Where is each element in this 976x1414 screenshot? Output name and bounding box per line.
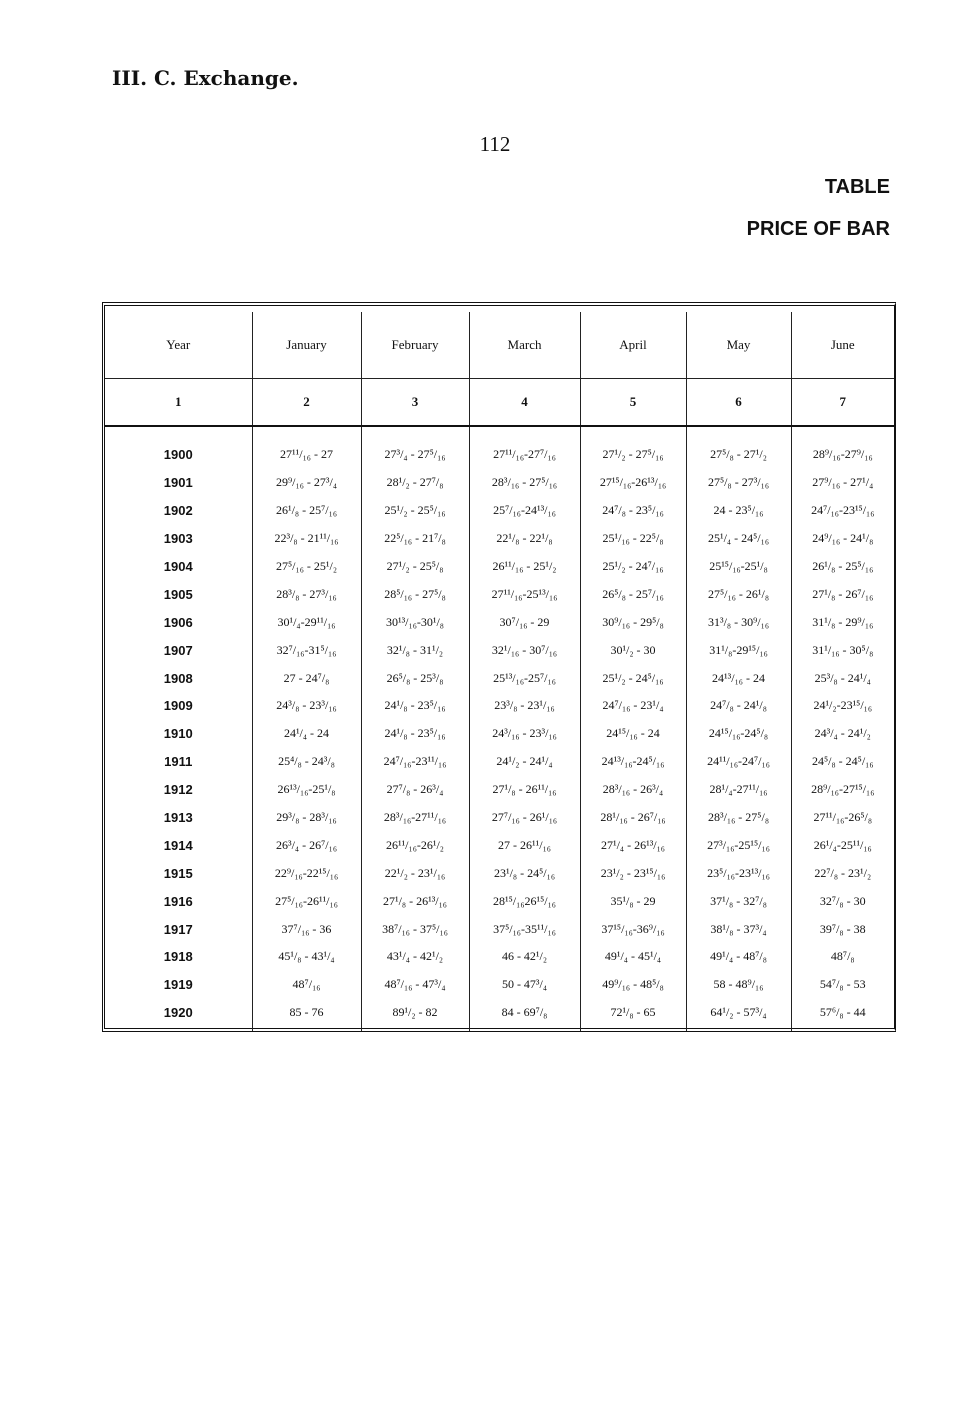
price-cell: 32⁷/₁₆-31⁵/₁₆ — [252, 636, 361, 664]
price-cell: 26⁵/₈ - 25³/₈ — [361, 664, 469, 692]
table-row — [105, 831, 894, 859]
year-cell: 1917 — [163, 921, 193, 937]
table-row — [105, 441, 894, 469]
price-cell: 31³/₈ - 30⁹/₁₆ — [686, 608, 791, 636]
table-row — [105, 664, 894, 692]
header-row — [105, 312, 894, 379]
table-subheading: PRICE OF BAR — [746, 218, 890, 240]
price-cell: 27⁷/₁₆ - 26¹/₁₆ — [469, 804, 580, 832]
price-cell: 25⁴/₈ - 24³/₈ — [252, 748, 361, 776]
year-cell: 1907 — [163, 642, 193, 658]
column-header: January — [252, 312, 361, 379]
price-cell: 23¹/₂ - 23¹⁵/₁₆ — [580, 859, 686, 887]
column-number: 1 — [105, 379, 252, 427]
table-row — [105, 692, 894, 720]
price-cell: 31¹/₁₆ - 30⁵/₈ — [791, 636, 894, 664]
price-cell: 24¹/₂-23¹⁵/₁₆ — [791, 692, 894, 720]
price-cell: 32¹/₈ - 31¹/₂ — [361, 636, 469, 664]
price-cell: 26¹¹/₁₆ - 25¹/₂ — [469, 553, 580, 581]
price-cell: 23⁵/₁₆-23¹³/₁₆ — [686, 859, 791, 887]
column-number: 2 — [252, 379, 361, 427]
price-cell: 49⁹/₁₆ - 48⁵/₈ — [580, 971, 686, 999]
price-cell: 30¹³/₁₆-30¹/₈ — [361, 608, 469, 636]
price-cell: 46 - 42¹/₂ — [469, 943, 580, 971]
price-cell: 48⁷/₁₆ — [252, 971, 361, 999]
table-row — [105, 859, 894, 887]
year-cell: 1901 — [163, 475, 193, 491]
table-row — [105, 497, 894, 525]
price-cell: 24¹³/₁₆ - 24 — [686, 664, 791, 692]
price-cell: 24³/₁₆ - 23³/₁₆ — [469, 720, 580, 748]
table-row — [105, 720, 894, 748]
price-cell: 37⁵/₁₆-35¹¹/₁₆ — [469, 915, 580, 943]
price-cell: 27⁹/₁₆ - 27¹/₄ — [791, 469, 894, 497]
column-header: March — [469, 312, 580, 379]
price-cell: 22⁹/₁₆-22¹⁵/₁₆ — [252, 859, 361, 887]
spacer-cell — [469, 426, 580, 441]
price-cell: 28¹/₁₆ - 26⁷/₁₆ — [580, 804, 686, 832]
price-cell: 27¹¹/₁₆ - 27 — [252, 441, 361, 469]
price-cell: 29⁹/₁₆ - 27³/₄ — [252, 469, 361, 497]
price-cell: 22¹/₈ - 22¹/₈ — [469, 525, 580, 553]
price-cell: 24⁵/₈ - 24⁵/₁₆ — [791, 748, 894, 776]
price-cell: 26³/₄ - 26⁷/₁₆ — [252, 831, 361, 859]
price-cell: 24³/₄ - 24¹/₂ — [791, 720, 894, 748]
price-cell: 22¹/₂ - 23¹/₁₆ — [361, 859, 469, 887]
price-cell: 28³/₈ - 27³/₁₆ — [252, 580, 361, 608]
price-cell: 27¹¹/₁₆-27⁷/₁₆ — [469, 441, 580, 469]
price-cell: 24¹¹/₁₆-24⁷/₁₆ — [686, 748, 791, 776]
column-number: 7 — [791, 379, 894, 427]
price-cell: 24¹/₈ - 23⁵/₁₆ — [361, 720, 469, 748]
year-cell: 1916 — [163, 893, 193, 909]
column-header: April — [580, 312, 686, 379]
column-header: Year — [105, 312, 252, 379]
price-cell: 25¹/₂ - 25⁵/₁₆ — [361, 497, 469, 525]
price-cell: 22⁷/₈ - 23¹/₂ — [791, 859, 894, 887]
price-cell: 27⁵/₁₆ - 25¹/₂ — [252, 553, 361, 581]
price-cell: 26¹/₈ - 25⁵/₁₆ — [791, 553, 894, 581]
spacer-cell — [361, 426, 469, 441]
price-cell: 49¹/₄ - 45¹/₄ — [580, 943, 686, 971]
price-cell: 24¹⁵/₁₆ - 24 — [580, 720, 686, 748]
column-header: February — [361, 312, 469, 379]
price-cell: 28¹⁵/₁₆26¹⁵/₁₆ — [469, 887, 580, 915]
price-cell: 24⁹/₁₆ - 24¹/₈ — [791, 525, 894, 553]
year-cell: 1906 — [163, 614, 193, 630]
price-cell: 25¹/₂ - 24⁷/₁₆ — [580, 553, 686, 581]
price-cell: 27⁷/₈ - 26³/₄ — [361, 776, 469, 804]
price-cell: 28³/₁₆ - 27⁵/₁₆ — [469, 469, 580, 497]
price-cell: 24¹/₄ - 24 — [252, 720, 361, 748]
price-cell: 37¹⁵/₁₆-36⁹/₁₆ — [580, 915, 686, 943]
price-cell: 28¹/₄-27¹¹/₁₆ — [686, 776, 791, 804]
price-cell: 24⁷/₁₆-23¹¹/₁₆ — [361, 748, 469, 776]
price-cell: 28³/₁₆-27¹¹/₁₆ — [361, 804, 469, 832]
price-cell: 27¹/₈ - 26¹³/₁₆ — [361, 887, 469, 915]
year-cell: 1910 — [163, 726, 193, 742]
price-cell: 28⁵/₁₆ - 27⁵/₈ — [361, 580, 469, 608]
price-cell: 27³/₄ - 27⁵/₁₆ — [361, 441, 469, 469]
year-cell: 1902 — [163, 503, 193, 519]
price-cell: 27³/₁₆-25¹⁵/₁₆ — [686, 831, 791, 859]
page-number: 112 — [479, 132, 511, 156]
price-cell: 24³/₈ - 23³/₁₆ — [252, 692, 361, 720]
year-cell: 1904 — [163, 559, 193, 574]
price-cell: 27⁵/₈ - 27³/₁₆ — [686, 469, 791, 497]
price-cell: 27¹/₂ - 25⁵/₈ — [361, 553, 469, 581]
price-cell: 31¹/₈-29¹⁵/₁₆ — [686, 636, 791, 664]
price-cell: 84 - 69⁷/₈ — [469, 999, 580, 1031]
price-cell: 27¹¹/₁₆-26⁵/₈ — [791, 804, 894, 832]
price-cell: 30⁹/₁₆ - 29⁵/₈ — [580, 608, 686, 636]
price-cell: 37¹/₈ - 32⁷/₈ — [686, 887, 791, 915]
spacer-cell — [252, 426, 361, 441]
spacer-cell — [105, 426, 252, 441]
price-cell: 28³/₁₆ - 26³/₄ — [580, 776, 686, 804]
price-table — [105, 312, 894, 1031]
year-cell: 1900 — [163, 447, 193, 463]
price-cell: 29³/₈ - 28³/₁₆ — [252, 804, 361, 832]
price-cell: 25¹⁵/₁₆-25¹/₈ — [686, 553, 791, 581]
table-row — [105, 915, 894, 943]
section-label: III. C. Exchange. — [112, 66, 299, 90]
price-cell: 49¹/₄ - 48⁷/₈ — [686, 943, 791, 971]
year-cell: 1912 — [163, 782, 193, 798]
price-cell: 24¹/₈ - 23⁵/₁₆ — [361, 692, 469, 720]
table-row — [105, 553, 894, 581]
spacer-row — [105, 426, 894, 441]
year-cell: 1905 — [163, 586, 193, 602]
price-cell: 48⁷/₈ — [791, 943, 894, 971]
price-cell: 26¹³/₁₆-25¹/₈ — [252, 776, 361, 804]
year-cell: 1913 — [163, 810, 193, 826]
price-cell: 25¹/₄ - 24⁵/₁₆ — [686, 525, 791, 553]
price-cell: 27¹/₈ - 26⁷/₁₆ — [791, 580, 894, 608]
price-cell: 27¹⁵/₁₆-26¹³/₁₆ — [580, 469, 686, 497]
table-row — [105, 580, 894, 608]
price-cell: 25¹³/₁₆-25⁷/₁₆ — [469, 664, 580, 692]
price-cell: 57⁶/₈ - 44 — [791, 999, 894, 1031]
price-cell: 28⁹/₁₆-27¹⁵/₁₆ — [791, 776, 894, 804]
year-cell: 1909 — [163, 698, 193, 714]
price-cell: 25⁷/₁₆-24¹³/₁₆ — [469, 497, 580, 525]
price-cell: 27⁵/₈ - 27¹/₂ — [686, 441, 791, 469]
price-cell: 24⁷/₁₆ - 23¹/₄ — [580, 692, 686, 720]
price-cell: 27 - 26¹¹/₁₆ — [469, 831, 580, 859]
price-cell: 35¹/₈ - 29 — [580, 887, 686, 915]
year-cell: 1920 — [163, 1005, 193, 1021]
price-cell: 28⁹/₁₆-27⁹/₁₆ — [791, 441, 894, 469]
price-cell: 58 - 48⁹/₁₆ — [686, 971, 791, 999]
spacer-cell — [580, 426, 686, 441]
price-cell: 38¹/₈ - 37³/₄ — [686, 915, 791, 943]
price-cell: 28¹/₂ - 27⁷/₈ — [361, 469, 469, 497]
year-cell: 1908 — [163, 670, 193, 686]
price-cell: 27⁵/₁₆-26¹¹/₁₆ — [252, 887, 361, 915]
price-cell: 30¹/₄-29¹¹/₁₆ — [252, 608, 361, 636]
price-cell: 85 - 76 — [252, 999, 361, 1031]
price-cell: 24¹⁵/₁₆-24⁵/₈ — [686, 720, 791, 748]
price-cell: 27⁵/₁₆ - 26¹/₈ — [686, 580, 791, 608]
column-header: June — [791, 312, 894, 379]
spacer-cell — [686, 426, 791, 441]
column-number: 6 — [686, 379, 791, 427]
table-row — [105, 608, 894, 636]
price-cell: 23³/₈ - 23¹/₁₆ — [469, 692, 580, 720]
price-cell: 24⁷/₈ - 24¹/₈ — [686, 692, 791, 720]
price-cell: 25¹/₁₆ - 22⁵/₈ — [580, 525, 686, 553]
price-cell: 30⁷/₁₆ - 29 — [469, 608, 580, 636]
price-cell: 64¹/₂ - 57³/₄ — [686, 999, 791, 1031]
table-heading: TABLE — [824, 176, 890, 198]
price-cell: 30¹/₂ - 30 — [580, 636, 686, 664]
price-cell: 26¹/₄-25¹¹/₁₆ — [791, 831, 894, 859]
column-number: 4 — [469, 379, 580, 427]
table-row — [105, 469, 894, 497]
price-cell: 26¹/₈ - 25⁷/₁₆ — [252, 497, 361, 525]
price-cell: 38⁷/₁₆ - 37⁵/₁₆ — [361, 915, 469, 943]
price-cell: 24 - 23⁵/₁₆ — [686, 497, 791, 525]
column-number: 5 — [580, 379, 686, 427]
price-cell: 22³/₈ - 21¹¹/₁₆ — [252, 525, 361, 553]
table-row — [105, 971, 894, 999]
year-cell: 1915 — [163, 865, 193, 881]
table-body — [105, 426, 894, 1031]
price-cell: 24¹/₂ - 24¹/₄ — [469, 748, 580, 776]
column-number: 3 — [361, 379, 469, 427]
year-cell: 1903 — [163, 531, 193, 547]
price-cell: 54⁷/₈ - 53 — [791, 971, 894, 999]
price-cell: 24⁷/₈ - 23⁵/₁₆ — [580, 497, 686, 525]
price-cell: 50 - 47³/₄ — [469, 971, 580, 999]
table-row — [105, 943, 894, 971]
price-cell: 28³/₁₆ - 27⁵/₈ — [686, 804, 791, 832]
column-header: May — [686, 312, 791, 379]
year-cell: 1911 — [164, 754, 193, 770]
table-row — [105, 804, 894, 832]
price-cell: 26¹¹/₁₆-26¹/₂ — [361, 831, 469, 859]
price-cell: 32¹/₁₆ - 30⁷/₁₆ — [469, 636, 580, 664]
year-cell: 1918 — [163, 949, 193, 965]
table-row — [105, 748, 894, 776]
price-cell: 27¹/₈ - 26¹¹/₁₆ — [469, 776, 580, 804]
price-cell: 27¹/₂ - 27⁵/₁₆ — [580, 441, 686, 469]
price-cell: 27¹/₄ - 26¹³/₁₆ — [580, 831, 686, 859]
table-row — [105, 999, 894, 1031]
table-row — [105, 887, 894, 915]
price-cell: 31¹/₈ - 29⁹/₁₆ — [791, 608, 894, 636]
price-cell: 25¹/₂ - 24⁵/₁₆ — [580, 664, 686, 692]
price-cell: 26⁵/₈ - 25⁷/₁₆ — [580, 580, 686, 608]
price-cell: 89¹/₂ - 82 — [361, 999, 469, 1031]
price-cell: 22⁵/₁₆ - 21⁷/₈ — [361, 525, 469, 553]
price-cell: 45¹/₈ - 43¹/₄ — [252, 943, 361, 971]
price-cell: 32⁷/₈ - 30 — [791, 887, 894, 915]
price-cell: 27 - 24⁷/₈ — [252, 664, 361, 692]
column-number-row — [105, 379, 894, 427]
price-table-frame — [102, 302, 896, 1032]
table-row — [105, 525, 894, 553]
price-cell: 37⁷/₁₆ - 36 — [252, 915, 361, 943]
price-cell: 39⁷/₈ - 38 — [791, 915, 894, 943]
table-row — [105, 636, 894, 664]
price-cell: 24⁷/₁₆-23¹⁵/₁₆ — [791, 497, 894, 525]
price-cell: 43¹/₄ - 42¹/₂ — [361, 943, 469, 971]
spacer-cell — [791, 426, 894, 441]
price-cell: 72¹/₈ - 65 — [580, 999, 686, 1031]
year-cell: 1919 — [163, 977, 193, 993]
price-cell: 24¹³/₁₆-24⁵/₁₆ — [580, 748, 686, 776]
table-row — [105, 776, 894, 804]
year-cell: 1914 — [163, 837, 193, 853]
price-cell: 48⁷/₁₆ - 47³/₄ — [361, 971, 469, 999]
price-cell: 27¹¹/₁₆-25¹³/₁₆ — [469, 580, 580, 608]
price-cell: 23¹/₈ - 24⁵/₁₆ — [469, 859, 580, 887]
price-cell: 25³/₈ - 24¹/₄ — [791, 664, 894, 692]
